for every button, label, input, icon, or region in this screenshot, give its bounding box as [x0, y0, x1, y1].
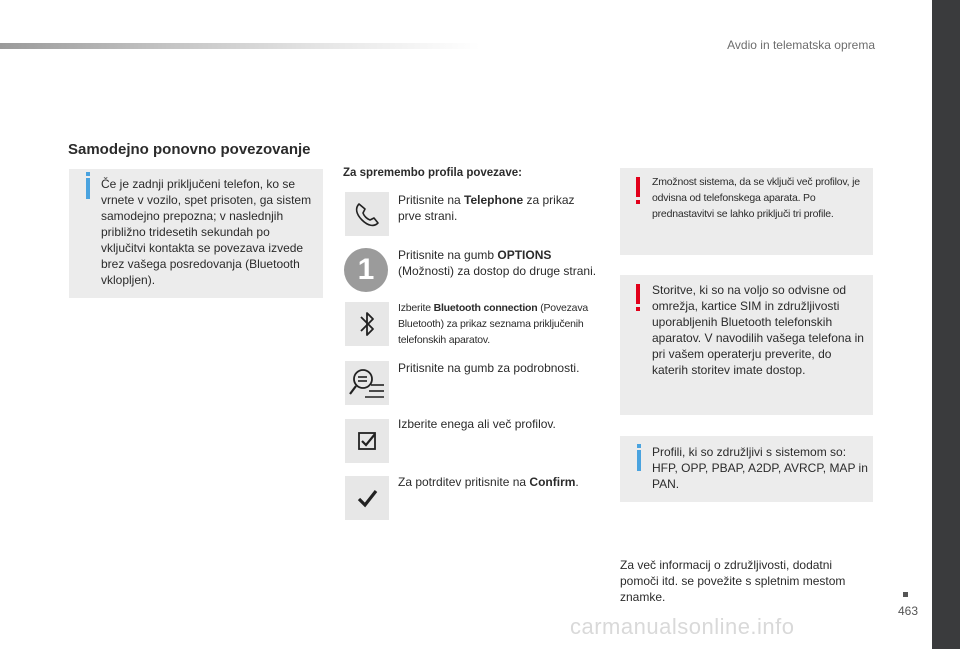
page-number: 463 — [898, 604, 919, 618]
footnote-text: Za več informacij o združljivosti, dodatni pomoči itd. se povežite s spletnim mestom znamke. — [620, 558, 846, 604]
info-box-left — [69, 169, 323, 298]
select-profile-checkbox[interactable] — [345, 419, 389, 463]
step-select-profiles-text: Izberite enega ali več profilov. — [398, 417, 556, 431]
page-marker-dot — [903, 592, 908, 597]
page-edge-sidebar — [932, 0, 960, 649]
step-options-text: Pritisnite na gumb OPTIONS (Možnosti) za dostop do druge strani. — [398, 248, 597, 278]
section-title: Samodejno ponovno povezovanje — [68, 141, 311, 158]
confirm-button[interactable] — [345, 476, 389, 520]
warning-box-services — [620, 275, 873, 415]
warning-box-services-text: Storitve, ki so na voljo so odvisne od omrežja, kartice SIM in združljivosti uporabljenih Bluetooth telefonskih aparatov. V navodilih vašega telefona in pri vašem operaterju preverite, do katerih storitev imate dostop. — [652, 283, 864, 377]
details-icon — [345, 361, 389, 405]
profile-section-title: Za spremembo profila povezave: — [343, 167, 522, 179]
warning-icon — [636, 284, 640, 304]
chapter-title: Avdio in telematska oprema — [727, 38, 875, 52]
step-number-badge: 1 — [344, 248, 388, 292]
info-box-right — [620, 436, 873, 502]
info-box-right-text: Profili, ki so združljivi s sistemom so: HFP, OPP, PBAP, A2DP, AVRCP, MAP in PAN. — [652, 445, 868, 491]
step-confirm-text: Za potrditev pritisnite na Confirm. — [398, 475, 579, 489]
step-details-text: Pritisnite na gumb za podrobnosti. — [398, 361, 580, 375]
checkbox-icon — [345, 419, 389, 463]
warning-icon — [636, 177, 640, 197]
details-button[interactable] — [345, 361, 389, 405]
header-gradient-bar — [0, 43, 480, 49]
phone-icon — [345, 192, 389, 236]
info-icon — [637, 450, 641, 471]
step-bluetooth-text: Izberite Bluetooth connection (Povezava Bluetooth) za prikaz seznama priključenih telefonskih aparatov. — [398, 302, 589, 346]
warning-box-profiles-text: Zmožnost sistema, da se vključi več profilov, je odvisna od telefonskega aparata. Po prednastavitvi se lahko priključi tri profile. — [652, 176, 860, 220]
bluetooth-icon — [345, 302, 389, 346]
checkmark-icon — [345, 476, 389, 520]
info-box-left-text: Če je zadnji priključeni telefon, ko se vrnete v vozilo, spet prisoten, ga sistem samodejno prepozna; v naslednjih približno tridesetih sekundah po vključitvi kontakta se povezava izvede brez vašega posredovanja (Bluetooth vklopljen). — [101, 177, 312, 287]
watermark: carmanualsonline.info — [570, 614, 795, 639]
bluetooth-connection-button[interactable] — [345, 302, 389, 346]
info-icon — [86, 178, 90, 199]
step-telephone-text: Pritisnite na Telephone za prikaz prve strani. — [398, 193, 575, 223]
warning-box-profiles — [620, 168, 873, 255]
telephone-button[interactable] — [345, 192, 389, 236]
